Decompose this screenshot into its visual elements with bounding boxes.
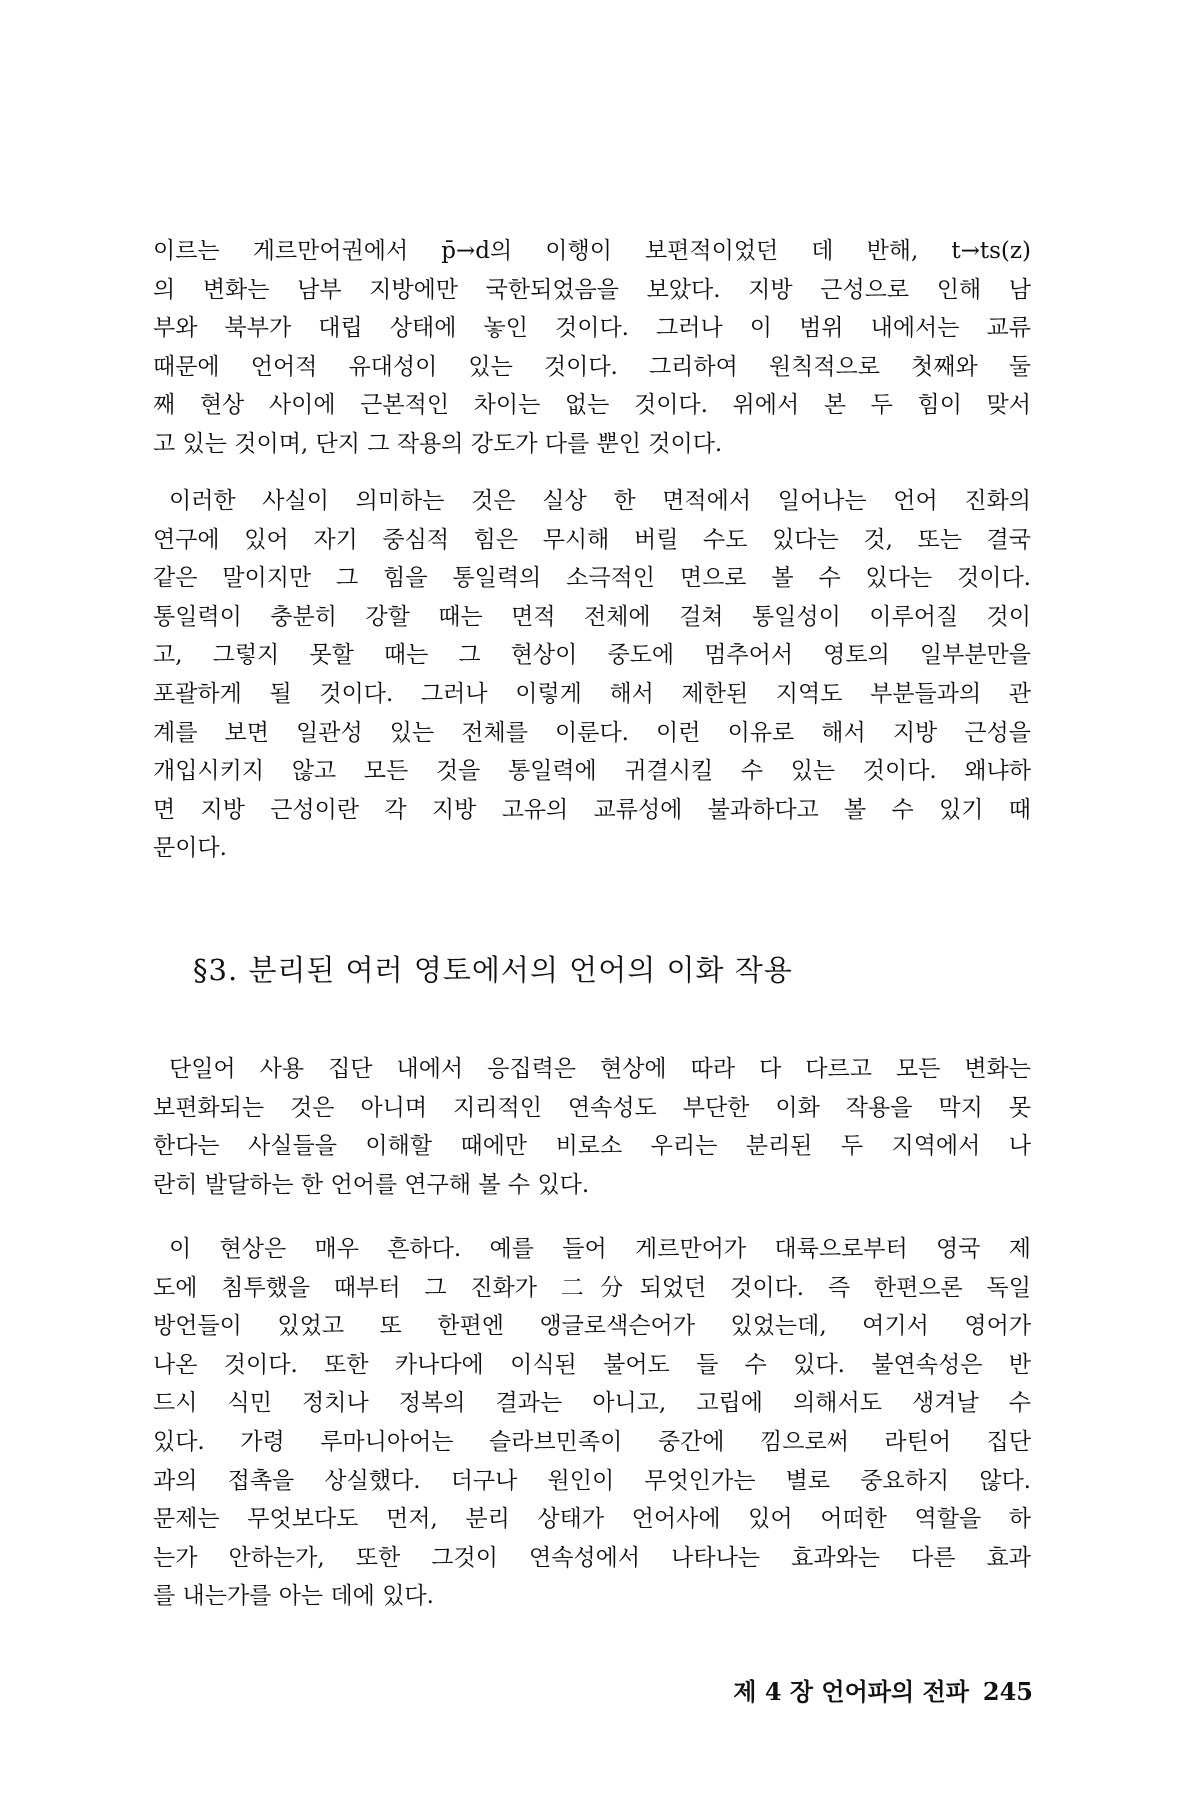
section-heading: §3. 분리된 여러 영토에서의 언어의 이화 작용: [193, 953, 793, 987]
text-line: 단일어 사용 집단 내에서 응집력은 현상에 따라 다 다르고 모든 변화는: [169, 1056, 1031, 1082]
text-line: 있다. 가령 루마니아어는 슬라브민족이 중간에 낌으로써 라틴어 집단: [153, 1428, 1031, 1455]
text-line: 이 현상은 매우 흔하다. 예를 들어 게르만어가 대륙으로부터 영국 제: [169, 1236, 1031, 1262]
text-line: 이르는 게르만어권에서 p̄→d의 이행이 보편적이었던 데 반해, t→ts(z): [153, 238, 1031, 264]
text-line: 포괄하게 될 것이다. 그러나 이렇게 해서 제한된 지역도 부분들과의 관: [153, 680, 1031, 707]
text-line: 문제는 무엇보다도 먼저, 분리 상태가 언어사에 있어 어떠한 역할을 하: [153, 1506, 1031, 1533]
text-line: 고 있는 것이며, 단지 그 작용의 강도가 다를 뿐인 것이다.: [153, 430, 723, 457]
text-line: 부와 북부가 대립 상태에 놓인 것이다. 그러나 이 범위 내에서는 교류: [153, 315, 1031, 342]
text-line: 문이다.: [153, 835, 227, 862]
text-line: 도에 침투했을 때부터 그 진화가 二分되었던 것이다. 즉 한편으론 독일: [153, 1274, 1031, 1301]
text-line: 나온 것이다. 또한 카나다에 이식된 불어도 들 수 있다. 불연속성은 반: [153, 1351, 1031, 1378]
text-line: 란히 발달하는 한 언어를 연구해 볼 수 있다.: [153, 1171, 590, 1198]
text-line: 한다는 사실들을 이해할 때에만 비로소 우리는 분리된 두 지역에서 나: [153, 1133, 1031, 1160]
paragraph-continued: [153, 232, 1031, 464]
paragraph: [153, 1050, 1031, 1204]
text-line: 통일력이 충분히 강할 때는 면적 전체에 걸쳐 통일성이 이루어질 것이: [153, 603, 1031, 630]
text-line: 는가 안하는가, 또한 그것이 연속성에서 나타나는 효과와는 다른 효과: [153, 1544, 1031, 1571]
text-line: 드시 식민 정치나 정복의 결과는 아니고, 고립에 의해서도 생겨날 수: [153, 1390, 1031, 1417]
text-line: 고, 그렇지 못할 때는 그 현상이 중도에 멈추어서 영토의 일부분만을: [153, 642, 1031, 669]
page-number: 245: [982, 1677, 1033, 1706]
text-line: 면 지방 근성이란 각 지방 고유의 교류성에 불과하다고 볼 수 있기 때: [153, 796, 1031, 823]
page-footer: [696, 1672, 1033, 1707]
text-line: 연구에 있어 자기 중심적 힘은 무시해 버릴 수도 있다는 것, 또는 결국: [153, 526, 1031, 553]
text-line: 의 변화는 남부 지방에만 국한되었음을 보았다. 지방 근성으로 인해 남: [153, 276, 1031, 303]
text-line: 계를 보면 일관성 있는 전체를 이룬다. 이런 이유로 해서 지방 근성을: [153, 719, 1031, 746]
text-line: 째 현상 사이에 근본적인 차이는 없는 것이다. 위에서 본 두 힘이 맞서: [153, 392, 1031, 419]
text-line: 보편화되는 것은 아니며 지리적인 연속성도 부단한 이화 작용을 막지 못: [153, 1094, 1031, 1121]
paragraph: [153, 1230, 1031, 1616]
text-line: 를 내는가를 아는 데에 있다.: [153, 1583, 434, 1610]
paragraph: [153, 482, 1031, 868]
text-line: 과의 접촉을 상실했다. 더구나 원인이 무엇인가는 별로 중요하지 않다.: [153, 1467, 1031, 1494]
text-line: 개입시키지 않고 모든 것을 통일력에 귀결시킬 수 있는 것이다. 왜냐하: [153, 758, 1031, 785]
text-line: 때문에 언어적 유대성이 있는 것이다. 그리하여 원칙적으로 첫째와 둘: [153, 353, 1031, 380]
text-line: 같은 말이지만 그 힘을 통일력의 소극적인 면으로 볼 수 있다는 것이다.: [153, 565, 1031, 592]
text-line: 이러한 사실이 의미하는 것은 실상 한 면적에서 일어나는 언어 진화의: [169, 488, 1031, 514]
text-line: 방언들이 있었고 또 한편엔 앵글로색슨어가 있었는데, 여기서 영어가: [153, 1313, 1031, 1340]
chapter-title: 제 4 장 언어파의 전파: [733, 1677, 969, 1706]
